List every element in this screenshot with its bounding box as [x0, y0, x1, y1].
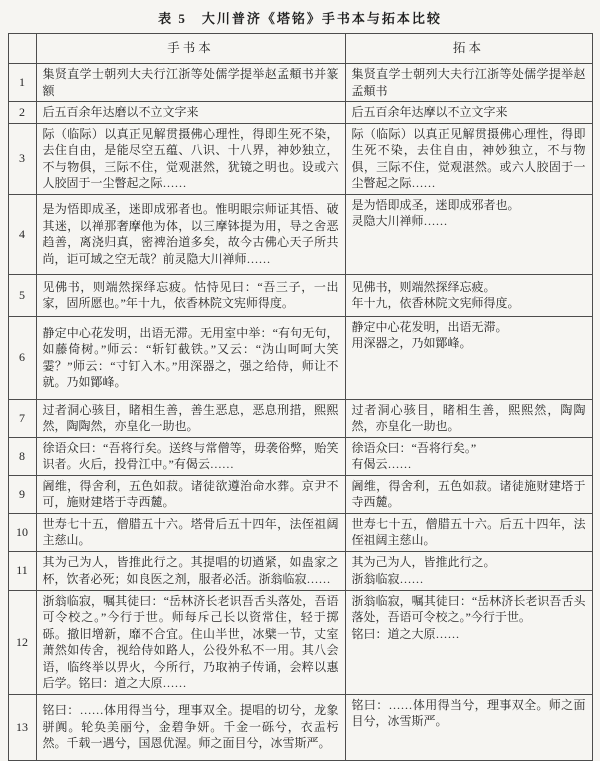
cell-text: 过者洞心骇目，睹相生善，熙熙然，陶陶然，亦皇化一助也。	[351, 402, 586, 433]
cell-text: 年十九，依香林院文宪师得度。	[351, 296, 520, 310]
cell-text: 静定中心花发明，出语无滞。	[351, 319, 508, 334]
cell-text: 静定中心花发明，出语无滞。无用室中举：“有句无句，如藤倚树。”师云：“斩钉截铁。”又云：“沩山呵呵大笑霎？”师云：“寸钉入木。”用深器之，强之给侍，师让不就。乃如鄮峰。	[42, 325, 339, 389]
table-row	[8, 316, 592, 399]
table-row	[8, 194, 592, 274]
table-row	[8, 513, 592, 551]
cell-text: 铭曰：道之大原……	[351, 626, 460, 641]
row-number: 11	[8, 551, 36, 590]
taben-cell	[345, 694, 592, 760]
taben-cell	[345, 316, 592, 399]
cell-text: 用深器之，乃如鄮峰。	[351, 336, 472, 350]
cell-text: 际（临际）以真正见解贯摄佛心理性，得即生死不染，去住自由，是能尽空五蕴、八识、十八界，神妙独立，不与物俱，三际不住，觉观湛然，犹镜之明也。设或六人胶固于一尘瞥起之际……	[42, 126, 339, 190]
table-row	[8, 274, 592, 316]
shoushuben-cell	[36, 123, 345, 194]
cell-text: 集贤直学士朝列大夫行江浙等处儒学提举赵孟頫书并篆额	[42, 67, 339, 98]
cell-text: 其为己为人，皆推此行之。其提唱的切遒紧，如蛊家之杯，饮者必死；如良医之剂，服者必活。浙翁临寂……	[42, 555, 339, 586]
row-number: 12	[8, 590, 36, 694]
shoushuben-cell	[36, 399, 345, 437]
row-number: 2	[8, 102, 36, 124]
row-number: 13	[8, 694, 36, 760]
table-row	[8, 437, 592, 475]
table-title: 表 5 大川普济《塔铭》手书本与拓本比较	[158, 11, 442, 26]
cell-text: 铭曰：……体用得当兮，理事双全。提唱的切兮，龙象骈阗。轮奂美丽兮，金碧争妍。千金一砾兮，衣盂杇然。千载一遇兮，国恩优渥。师之面目兮，冰雪斯严。	[42, 703, 339, 751]
shoushuben-cell	[36, 64, 345, 102]
shoushuben-cell	[36, 274, 345, 316]
table-row	[8, 694, 592, 760]
cell-text: 徐语众曰：“吾将行矣。送终与常僧等，毋袭俗弊，贻笑识者。火后，投骨江中。”有偈云……	[42, 440, 339, 471]
cell-text: 过者洞心骇目，睹相生善，善生恶息，恶息刑措，熙熙然，陶陶然，亦皇化一助也。	[42, 402, 339, 433]
taben-cell	[345, 64, 592, 102]
cell-text: 集贤直学士朝列大夫行江浙等处儒学提举赵孟頫书	[351, 67, 586, 98]
cell-text: 铭曰：……体用得当兮，理事双全。师之面目兮，冰雪斯严。	[351, 697, 586, 728]
taben-cell	[345, 102, 592, 124]
cell-text: 后五百余年达磨以不立文字来	[42, 105, 199, 119]
table-row	[8, 475, 592, 513]
cell-text: 有偈云……	[351, 457, 412, 471]
cell-text: 际（临际）以真正见解贯摄佛心理性，得即生死不染，去住自由，神妙独立，不与物俱，三际不住，觉观湛然。或六人胶固于一尘瞥起之际……	[351, 126, 586, 190]
taben-cell	[345, 194, 592, 274]
taben-cell	[345, 551, 592, 590]
table-row	[8, 102, 592, 124]
table-row	[8, 551, 592, 590]
shoushuben-cell	[36, 513, 345, 551]
row-number: 5	[8, 274, 36, 316]
cell-text: 是为悟即成圣，迷即成邪者也。	[351, 197, 520, 212]
cell-text: 阇维，得舍利，五色如菽。诸徒欲遵治命水葬。京尹不可，施财建塔于寺西麓。	[42, 478, 339, 509]
cell-text: 浙翁临寂，嘱其徒曰：“岳林济长老识吾舌头落处，吾语可令校之。”今行于世。	[351, 593, 586, 624]
taben-cell	[345, 274, 592, 316]
shoushuben-cell	[36, 316, 345, 399]
row-number: 6	[8, 316, 36, 399]
taben-cell	[345, 590, 592, 694]
shoushuben-cell	[36, 590, 345, 694]
cell-text: 是为悟即成圣，迷即成邪者也。惟明眼宗师证其悟、破其迷，以禅那奢摩他为体，以三摩钵提为用，导之舍恶趋善，离浇归真，密裨治道多矣，故今古佛心天子所共尚，讵可域之空无哉？前灵隐大川禅师……	[42, 202, 339, 266]
column-header-taben: 拓本	[345, 34, 592, 64]
cell-text: 见佛书，则端然探绎忘疲。	[351, 279, 496, 294]
cell-text: 阇维，得舍利，五色如菽。诸徒施财建塔于寺西麓。	[351, 478, 586, 509]
row-number: 3	[8, 123, 36, 194]
table-row	[8, 123, 592, 194]
row-number: 8	[8, 437, 36, 475]
taben-cell	[345, 123, 592, 194]
cell-text: 浙翁临寂……	[351, 571, 424, 586]
cell-text: 其为己为人，皆推此行之。	[351, 555, 496, 569]
header-row	[8, 34, 592, 64]
row-number: 10	[8, 513, 36, 551]
cell-text: 世寿七十五，僧腊五十六。后五十四年，法侄祖阔主慈山。	[351, 516, 586, 547]
row-number: 9	[8, 475, 36, 513]
cell-text: 世寿七十五，僧腊五十六。塔骨后五十四年，法侄祖阔主慈山。	[42, 516, 339, 547]
table-row	[8, 399, 592, 437]
cell-text: 见佛书，则端然探绎忘疲。怙恃见曰：“吾三子，一出家，固所愿也。”年十九，依香林院文宪师得度。	[42, 279, 339, 310]
column-header-shoushuben: 手书本	[36, 34, 345, 64]
taben-cell	[345, 399, 592, 437]
cell-text: 灵隐大川禅师……	[351, 214, 448, 228]
shoushuben-cell	[36, 194, 345, 274]
shoushuben-cell	[36, 437, 345, 475]
cell-text: 后五百余年达摩以不立文字来	[351, 105, 508, 119]
shoushuben-cell	[36, 102, 345, 124]
shoushuben-cell	[36, 551, 345, 590]
row-number: 4	[8, 194, 36, 274]
table-row	[8, 590, 592, 694]
taben-cell	[345, 475, 592, 513]
taben-cell	[345, 513, 592, 551]
comparison-table	[8, 33, 593, 761]
table-row	[8, 64, 592, 102]
shoushuben-cell	[36, 694, 345, 760]
cell-text: 浙翁临寂，嘱其徒曰：“岳林济长老识吾舌头落处，吾语可令校之。”今行于世。师每斥己长以资常住，轻于掷砾。撤旧增新，靡不合宜。住山半世，冰檗一节，丈室萧然如传舍，视给侍如路人，公役外私不一用。其八会语，临终举以畀火，今所行，乃取衲子传诵，会粹以惠后学。铭曰：道之大原……	[42, 593, 339, 690]
taben-cell	[345, 437, 592, 475]
row-number: 7	[8, 399, 36, 437]
row-number: 1	[8, 64, 36, 102]
shoushuben-cell	[36, 475, 345, 513]
column-header-number	[8, 34, 36, 64]
cell-text: 徐语众曰：“吾将行矣。”	[351, 440, 477, 455]
